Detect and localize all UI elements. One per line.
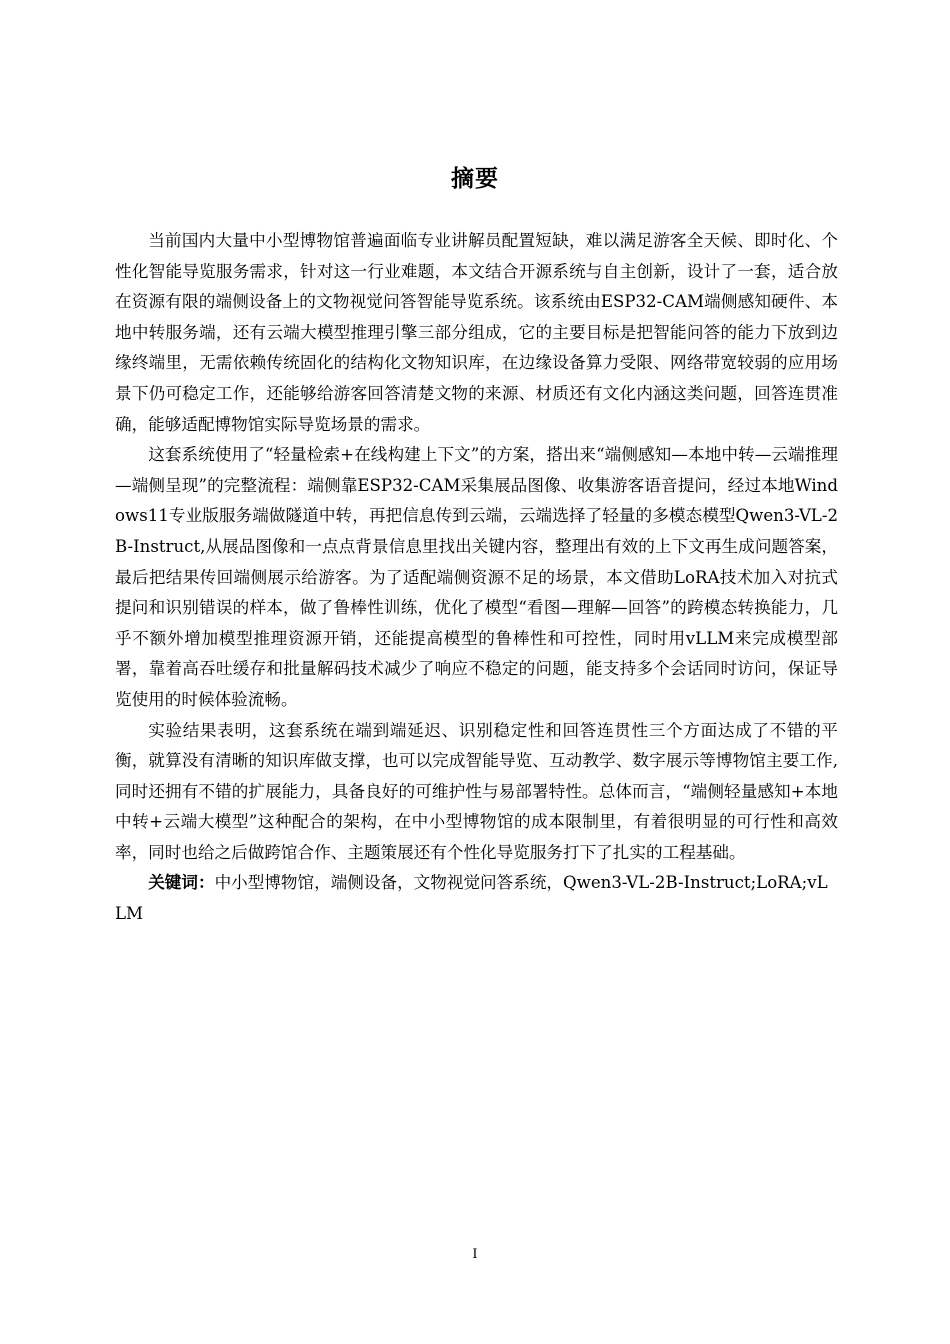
- abstract-paragraph-2: 这套系统使用了“轻量检索+在线构建上下文”的方案，搭出来“端侧感知—本地中转—云端推理—端侧呈现”的完整流程：端侧靠ESP32-CAM采集展品图像、收集游客语音提问，经过本地Windows11专业版服务端做隧道中转，再把信息传到云端，云端选择了轻量的多模态模型Qwen3-VL-2B-Instruct,从展品图像和一点点背景信息里找出关键内容，整理出有效的上下文再生成问题答案，最后把结果传回端侧展示给游客。为了适配端侧资源不足的场景，本文借助LoRA技术加入对抗式提问和识别错误的样本，做了鲁棒性训练，优化了模型“看图—理解—回答”的跨模态转换能力，几乎不额外增加模型推理资源开销，还能提高模型的鲁棒性和可控性，同时用vLLM来完成模型部署，靠着高吞吐缓存和批量解码技术减少了响应不稳定的问题，能支持多个会话同时访问，保证导览使用的时候体验流畅。: [115, 445, 838, 709]
- abstract-paragraph-1: 当前国内大量中小型博物馆普遍面临专业讲解员配置短缺，难以满足游客全天候、即时化、个性化智能导览服务需求，针对这一行业难题，本文结合开源系统与自主创新，设计了一套，适合放在资源有限的端侧设备上的文物视觉问答智能导览系统。该系统由ESP32-CAM端侧感知硬件、本地中转服务端，还有云端大模型推理引擎三部分组成，它的主要目标是把智能问答的能力下放到边缘终端里，无需依赖传统固化的结构化文物知识库，在边缘设备算力受限、网络带宽较弱的应用场景下仍可稳定工作，还能够给游客回答清楚文物的来源、材质还有文化内涵这类问题，回答连贯准确，能够适配博物馆实际导览场景的需求。: [115, 231, 838, 434]
- abstract-paragraph-3: 实验结果表明，这套系统在端到端延迟、识别稳定性和回答连贯性三个方面达成了不错的平衡，就算没有清晰的知识库做支撑，也可以完成智能导览、互动教学、数字展示等博物馆主要工作,同时还拥有不错的扩展能力，具备良好的可维护性与易部署特性。总体而言，“端侧轻量感知+本地中转+云端大模型”这种配合的架构，在中小型博物馆的成本限制里，有着很明显的可行性和高效率，同时也给之后做跨馆合作、主题策展还有个性化导览服务打下了扎实的工程基础。: [115, 720, 838, 862]
- keywords-label: 关键词：: [148, 873, 215, 893]
- keywords-text: 中小型博物馆，端侧设备，文物视觉问答系统，Qwen3-VL-2B-Instruct;LoRA;vLLM: [115, 873, 828, 924]
- abstract-body: [115, 226, 838, 930]
- abstract-title: 摘要: [451, 166, 499, 192]
- keywords-line: [115, 868, 838, 929]
- page-number: I: [472, 1247, 478, 1262]
